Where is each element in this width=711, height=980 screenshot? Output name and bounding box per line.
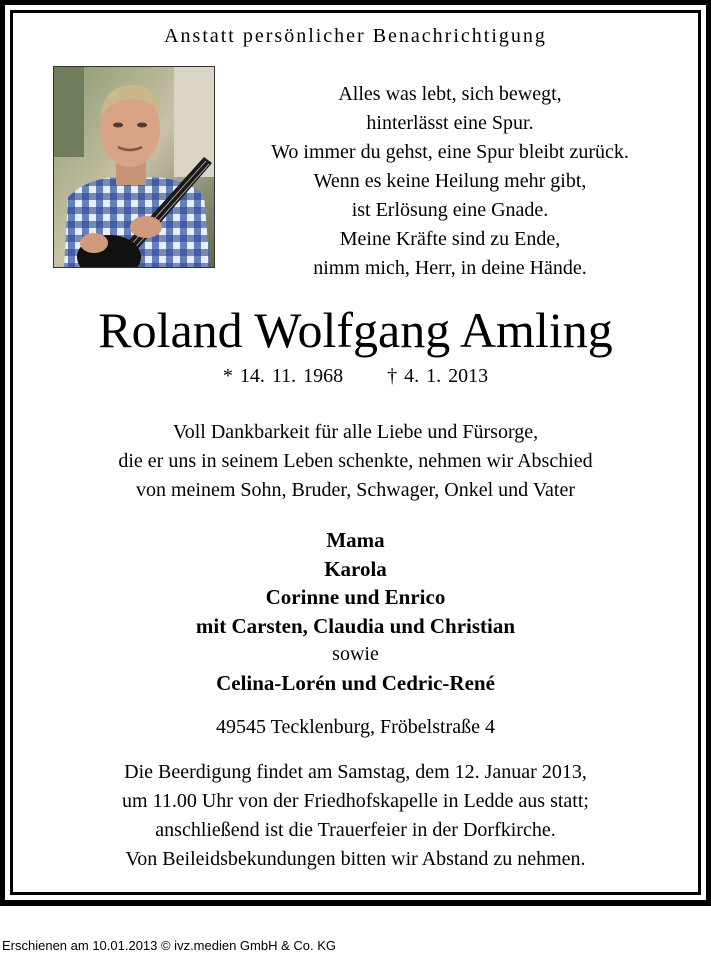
farewell-line: Voll Dankbarkeit für alle Liebe und Fürsorge, — [172, 421, 539, 443]
poem-line: nimm mich, Herr, in deine Hände. — [313, 257, 587, 279]
poem-line: hinterlässt eine Spur. — [366, 112, 534, 134]
poem — [225, 80, 675, 283]
farewell-line: von meinem Sohn, Bruder, Schwager, Onkel und Vater — [135, 479, 576, 501]
family-address: 49545 Tecklenburg, Fröbelstraße 4 — [216, 716, 495, 738]
poem-line: Wenn es keine Heilung mehr gibt, — [313, 170, 587, 192]
condolence-note: Von Beileidsbekundungen bitten wir Abstand zu nehmen. — [125, 848, 586, 870]
mourner: Karola — [324, 556, 387, 581]
death-date: † 4. 1. 2013 — [387, 365, 489, 387]
poem-line: Alles was lebt, sich bewegt, — [338, 83, 562, 105]
mourner-conjunction: sowie — [332, 643, 379, 665]
life-dates — [0, 365, 711, 388]
portrait-photo — [53, 66, 215, 268]
publication-credit: Erschienen am 10.01.2013 © ivz.medien GmbH & Co. KG — [2, 938, 337, 953]
birth-date: * 14. 11. 1968 — [222, 365, 344, 387]
mourner: Mama — [326, 528, 385, 552]
funeral-line: um 11.00 Uhr von der Friedhofskapelle in Ledde aus statt; — [122, 790, 589, 812]
poem-line: ist Erlösung eine Gnade. — [351, 199, 549, 221]
mourners-list — [0, 526, 711, 697]
farewell-line: die er uns in seinem Leben schenkte, nehmen wir Abschied — [118, 450, 593, 472]
mourner: mit Carsten, Claudia und Christian — [195, 613, 516, 638]
mourner: Corinne und Enrico — [265, 585, 446, 609]
farewell-text — [0, 418, 711, 505]
deceased-name: Roland Wolfgang Amling — [98, 302, 613, 358]
notice-header: Anstatt persönlicher Benachrichtigung — [164, 25, 547, 47]
poem-line: Meine Kräfte sind zu Ende, — [339, 228, 561, 250]
funeral-line: anschließend ist die Trauerfeier in der Dorfkirche. — [155, 819, 556, 841]
footer-divider — [0, 905, 711, 906]
mourner: Celina-Lorén und Cedric-René — [216, 670, 495, 695]
poem-line: Wo immer du gehst, eine Spur bleibt zurück. — [271, 141, 629, 163]
funeral-details — [0, 758, 711, 845]
portrait-photo-icon — [54, 67, 214, 267]
funeral-line: Die Beerdigung findet am Samstag, dem 12. Januar 2013, — [124, 761, 587, 783]
